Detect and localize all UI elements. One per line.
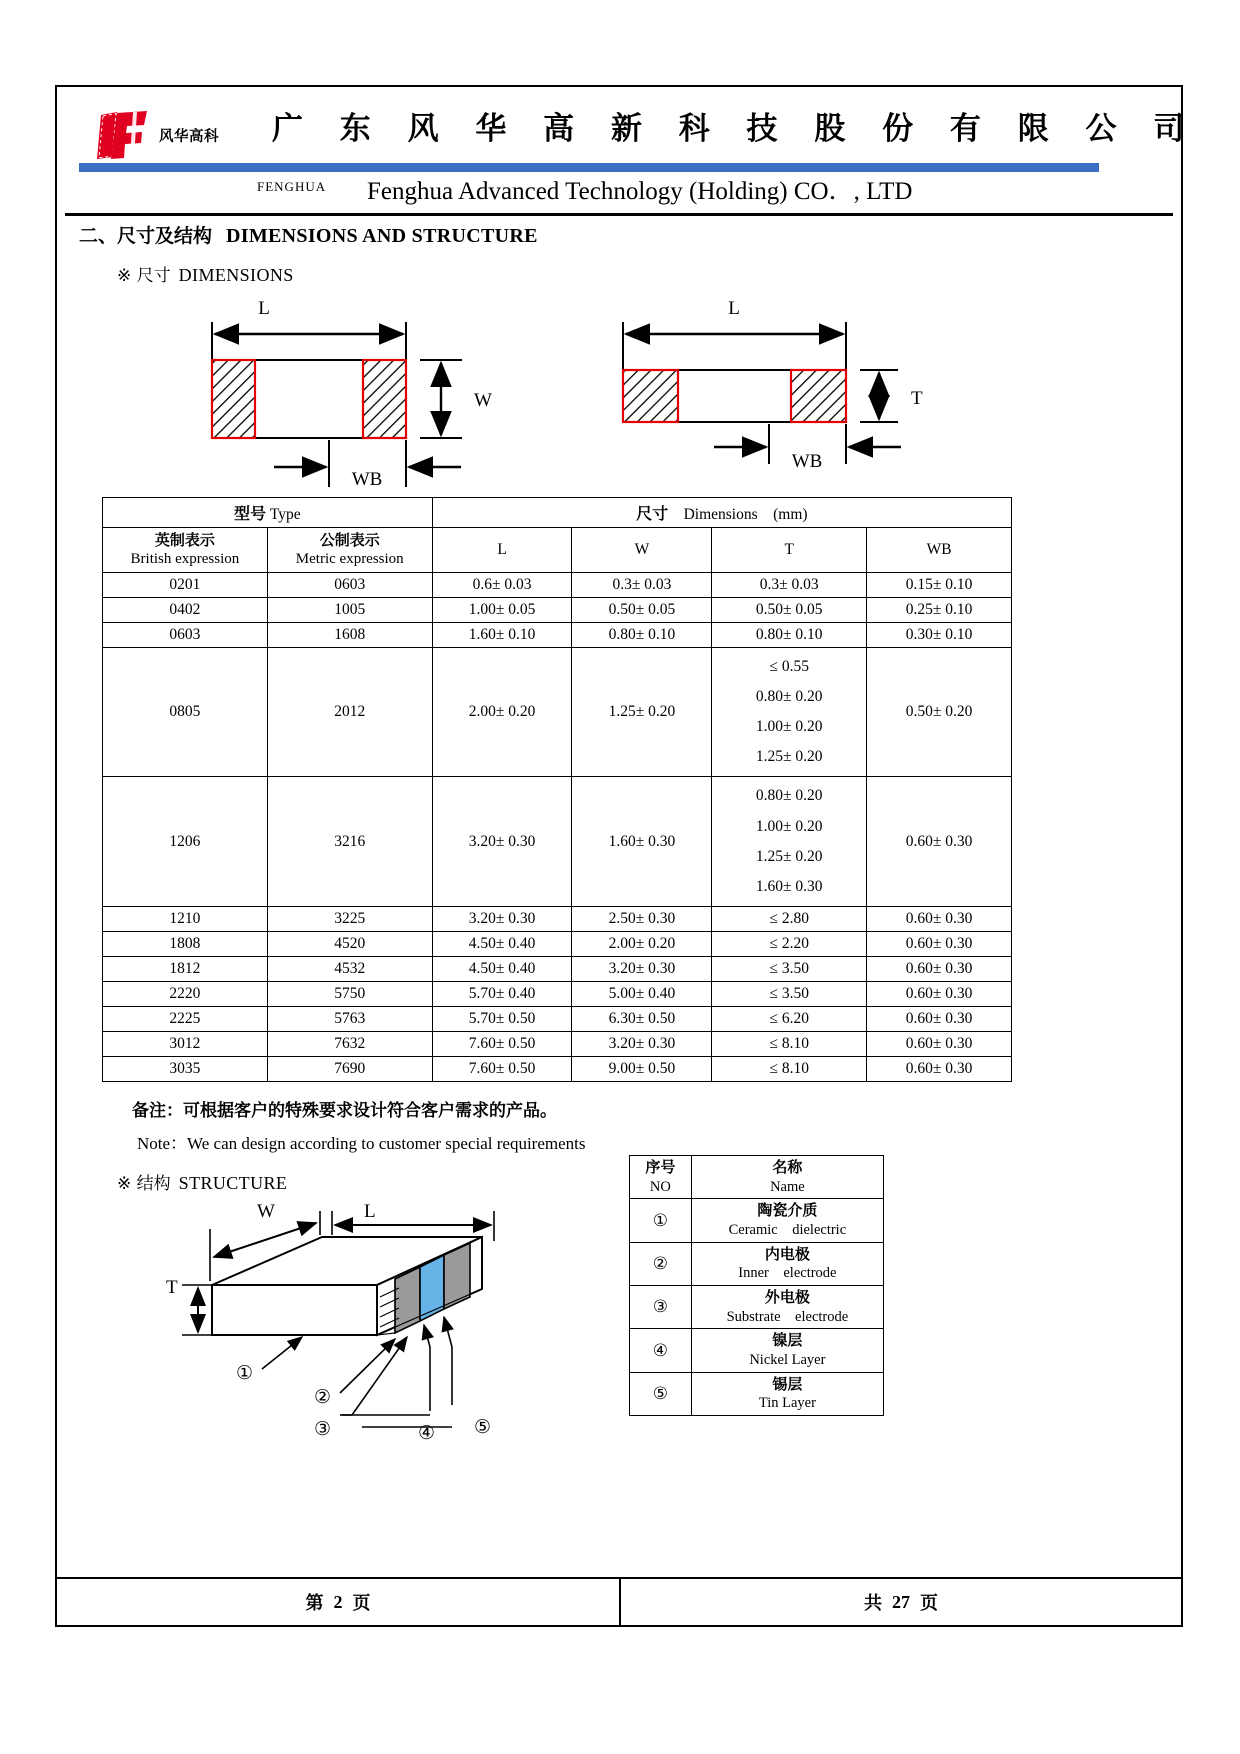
group-header-type-en: Type <box>269 506 301 523</box>
cell-t-value: ≤ 6.20 <box>769 1010 809 1028</box>
structure-legend-table <box>629 1155 884 1416</box>
structure-drawing <box>152 1197 632 1497</box>
column-header-british <box>103 528 268 573</box>
legend-row-name-cn: 内电极 <box>764 1244 810 1263</box>
structure-callout-3: ③ <box>314 1419 332 1440</box>
table-row <box>103 957 1012 982</box>
structure-drawing-svg <box>152 1197 632 1497</box>
top-view-length-label: L <box>258 298 270 319</box>
footer-total-pages <box>619 1579 1181 1625</box>
note-english: Note：We can design according to customer special requirements <box>137 1134 586 1153</box>
cell-british: 0402 <box>103 597 268 622</box>
cell-wb: 0.30± 0.10 <box>867 622 1012 647</box>
cell-british: 0201 <box>103 572 268 597</box>
table-row <box>103 1007 1012 1032</box>
cell-t-value: ≤ 8.10 <box>769 1060 809 1078</box>
cell-t <box>712 777 867 907</box>
cell-l: 1.00± 0.05 <box>432 597 572 622</box>
page-footer <box>57 1577 1181 1625</box>
cell-w: 2.00± 0.20 <box>572 932 712 957</box>
document-page <box>55 85 1198 1627</box>
structure-thickness-label: T <box>166 1277 178 1298</box>
legend-row-number: ② <box>630 1242 692 1285</box>
subsection-structure-cn: 结构 <box>136 1174 171 1194</box>
legend-row-name-cn: 外电极 <box>764 1288 810 1307</box>
cell-w: 1.60± 0.30 <box>572 777 712 907</box>
cell-l: 4.50± 0.40 <box>432 932 572 957</box>
cell-l: 3.20± 0.30 <box>432 777 572 907</box>
legend-row-name <box>691 1242 883 1285</box>
dimensions-table <box>102 497 1012 1082</box>
legend-header-row <box>630 1156 884 1199</box>
cell-metric: 2012 <box>267 647 432 777</box>
cell-british: 3035 <box>103 1057 268 1082</box>
cell-t-value: ≤ 3.50 <box>769 960 809 978</box>
cell-w: 0.80± 0.10 <box>572 622 712 647</box>
dimension-drawing-svg <box>79 292 1159 487</box>
legend-header-name <box>691 1156 883 1199</box>
table-row <box>103 1032 1012 1057</box>
cell-metric: 4532 <box>267 957 432 982</box>
group-header-dimensions <box>432 498 1011 528</box>
legend-row-name-cn: 镍层 <box>772 1331 803 1350</box>
footer-page-value: 2 <box>333 1591 343 1612</box>
top-view-width-label: W <box>474 390 492 411</box>
legend-row-name-en: Substrate electrode <box>726 1308 849 1325</box>
cell-wb: 0.50± 0.20 <box>867 647 1012 777</box>
subsection-structure-title <box>117 1169 287 1194</box>
legend-row <box>630 1372 884 1415</box>
column-header-metric <box>267 528 432 573</box>
cell-l: 5.70± 0.50 <box>432 1007 572 1032</box>
cell-w: 0.3± 0.03 <box>572 572 712 597</box>
footer-page-suffix: 页 <box>352 1593 371 1613</box>
company-name-chinese: 广 东 风 华 高 新 科 技 股 份 有 限 公 司 <box>272 111 1198 147</box>
legend-row-number: ③ <box>630 1286 692 1329</box>
group-header-dim-cn: 尺寸 <box>636 504 669 523</box>
note-chinese: 备注：可根据客户的特殊要求设计符合客户需求的产品。 <box>132 1101 557 1121</box>
cell-w: 6.30± 0.50 <box>572 1007 712 1032</box>
cell-wb: 0.15± 0.10 <box>867 572 1012 597</box>
table-row <box>103 622 1012 647</box>
column-header-l: L <box>432 528 572 573</box>
table-row <box>103 572 1012 597</box>
cell-t <box>712 647 867 777</box>
cell-l: 1.60± 0.10 <box>432 622 572 647</box>
cell-w: 9.00± 0.50 <box>572 1057 712 1082</box>
cell-t <box>712 982 867 1007</box>
column-header-metric-en: Metric expression <box>295 550 404 567</box>
cell-british: 1812 <box>103 957 268 982</box>
cell-wb: 0.60± 0.30 <box>867 982 1012 1007</box>
side-view-band-label: WB <box>791 451 823 472</box>
table-row <box>103 777 1012 907</box>
group-header-dim-unit: (mm) <box>773 506 808 523</box>
legend-header-no-en: NO <box>649 1178 671 1195</box>
table-row <box>103 982 1012 1007</box>
legend-header-name-cn: 名称 <box>772 1158 803 1176</box>
table-column-header-row <box>103 528 1012 573</box>
cell-t <box>712 957 867 982</box>
page-header <box>57 87 1198 212</box>
legend-header-no-cn: 序号 <box>645 1158 676 1176</box>
cell-l: 4.50± 0.40 <box>432 957 572 982</box>
cell-w: 3.20± 0.30 <box>572 957 712 982</box>
side-view-thickness-label: T <box>911 388 923 409</box>
legend-row-name-en: Inner electrode <box>738 1265 837 1282</box>
cell-t-value: 0.80± 0.10 <box>755 625 823 643</box>
side-view-length-label: L <box>728 298 740 319</box>
cell-t-value: 1.00± 0.20 <box>755 717 823 735</box>
footer-total-value: 27 <box>892 1591 910 1612</box>
cell-british: 0603 <box>103 622 268 647</box>
company-logo <box>87 109 252 164</box>
table-row <box>103 932 1012 957</box>
column-header-metric-cn: 公制表示 <box>319 531 380 549</box>
cell-t <box>712 1032 867 1057</box>
legend-row <box>630 1199 884 1242</box>
footer-total-suffix: 页 <box>920 1593 938 1613</box>
cell-t-value: ≤ 2.80 <box>769 910 809 928</box>
footer-page-number <box>57 1579 619 1625</box>
legend-row <box>630 1286 884 1329</box>
legend-row-number: ① <box>630 1199 692 1242</box>
table-row <box>103 597 1012 622</box>
top-view-band-label: WB <box>351 469 383 487</box>
cell-t-value: 0.80± 0.20 <box>755 787 823 805</box>
cell-w: 0.50± 0.05 <box>572 597 712 622</box>
legend-row-number: ⑤ <box>630 1372 692 1415</box>
structure-callout-1: ① <box>236 1363 254 1384</box>
legend-row-name <box>691 1286 883 1329</box>
footer-page-prefix: 第 <box>305 1593 324 1613</box>
header-divider <box>65 213 1173 216</box>
cell-metric: 3216 <box>267 777 432 907</box>
legend-row-name-en: Ceramic dielectric <box>728 1221 847 1238</box>
cell-t <box>712 1057 867 1082</box>
structure-callout-2: ② <box>314 1387 332 1408</box>
cell-t-value: ≤ 2.20 <box>769 935 809 953</box>
cell-t-value: 1.00± 0.20 <box>755 817 823 835</box>
cell-w: 5.00± 0.40 <box>572 982 712 1007</box>
cell-l: 0.6± 0.03 <box>432 572 572 597</box>
cell-metric: 3225 <box>267 907 432 932</box>
cell-british: 2220 <box>103 982 268 1007</box>
cell-british: 0805 <box>103 647 268 777</box>
cell-british: 1210 <box>103 907 268 932</box>
table-row <box>103 647 1012 777</box>
cell-w: 2.50± 0.30 <box>572 907 712 932</box>
table-group-header-row <box>103 498 1012 528</box>
cell-british: 1206 <box>103 777 268 907</box>
cell-t-value: 0.80± 0.20 <box>755 687 823 705</box>
legend-row-name <box>691 1329 883 1372</box>
cell-t <box>712 907 867 932</box>
cell-t-value: ≤ 3.50 <box>769 985 809 1003</box>
legend-header-name-en: Name <box>770 1178 805 1195</box>
legend-row-name <box>691 1372 883 1415</box>
structure-width-label: W <box>257 1201 275 1222</box>
cell-wb: 0.60± 0.30 <box>867 907 1012 932</box>
cell-wb: 0.60± 0.30 <box>867 957 1012 982</box>
cell-metric: 1608 <box>267 622 432 647</box>
cell-t-value: 0.3± 0.03 <box>759 575 819 593</box>
cell-british: 2225 <box>103 1007 268 1032</box>
cell-wb: 0.60± 0.30 <box>867 1007 1012 1032</box>
subsection-dimensions-en: DIMENSIONS <box>178 265 294 285</box>
column-header-british-en: British expression <box>130 550 240 567</box>
dimension-drawings <box>79 292 1159 487</box>
cell-wb: 0.60± 0.30 <box>867 1057 1012 1082</box>
subsection-structure-en: STRUCTURE <box>178 1173 288 1193</box>
table-row <box>103 1057 1012 1082</box>
cell-wb: 0.60± 0.30 <box>867 777 1012 907</box>
footer-total-prefix: 共 <box>864 1593 882 1613</box>
bullet-mark-structure-icon: ※ <box>117 1174 132 1194</box>
cell-t <box>712 622 867 647</box>
cell-british: 1808 <box>103 932 268 957</box>
section-title <box>79 221 538 248</box>
column-header-t: T <box>712 528 867 573</box>
cell-wb: 0.25± 0.10 <box>867 597 1012 622</box>
cell-metric: 0603 <box>267 572 432 597</box>
section-title-cn: 二、尺寸及结构 <box>79 225 213 247</box>
column-header-w: W <box>572 528 712 573</box>
legend-row <box>630 1242 884 1285</box>
cell-w: 1.25± 0.20 <box>572 647 712 777</box>
cell-metric: 4520 <box>267 932 432 957</box>
legend-row-number: ④ <box>630 1329 692 1372</box>
cell-t-value: ≤ 0.55 <box>769 657 809 675</box>
cell-t-value: ≤ 8.10 <box>769 1035 809 1053</box>
legend-row-name-en: Nickel Layer <box>749 1351 826 1368</box>
cell-t <box>712 597 867 622</box>
subsection-dimensions-cn: 尺寸 <box>136 266 171 286</box>
bullet-mark-icon: ※ <box>117 266 132 286</box>
section-title-en: DIMENSIONS AND STRUCTURE <box>226 225 538 247</box>
cell-w: 3.20± 0.30 <box>572 1032 712 1057</box>
fenghua-logo-icon <box>87 109 157 161</box>
legend-row-name-en: Tin Layer <box>758 1395 816 1412</box>
structure-callout-4: ④ <box>418 1423 436 1444</box>
legend-header-no <box>630 1156 692 1199</box>
subsection-dimensions-title <box>117 261 294 286</box>
legend-row-name <box>691 1199 883 1242</box>
cell-l: 7.60± 0.50 <box>432 1032 572 1057</box>
column-header-wb: WB <box>867 528 1012 573</box>
cell-british: 3012 <box>103 1032 268 1057</box>
cell-t-value: 1.25± 0.20 <box>755 847 823 865</box>
cell-metric: 7690 <box>267 1057 432 1082</box>
structure-callout-5: ⑤ <box>474 1417 492 1438</box>
group-header-dim-en: Dimensions <box>683 506 758 523</box>
column-header-british-cn: 英制表示 <box>154 531 215 549</box>
cell-t-value: 0.50± 0.05 <box>755 600 823 618</box>
cell-wb: 0.60± 0.30 <box>867 1032 1012 1057</box>
cell-t <box>712 572 867 597</box>
cell-l: 7.60± 0.50 <box>432 1057 572 1082</box>
legend-row <box>630 1329 884 1372</box>
cell-metric: 5763 <box>267 1007 432 1032</box>
legend-row-name-cn: 锡层 <box>772 1374 803 1393</box>
cell-wb: 0.60± 0.30 <box>867 932 1012 957</box>
logo-chinese-text: 风华高科 <box>159 129 219 145</box>
brand-small-text: FENGHUA <box>257 179 327 194</box>
cell-t <box>712 932 867 957</box>
cell-t <box>712 1007 867 1032</box>
cell-metric: 7632 <box>267 1032 432 1057</box>
cell-l: 2.00± 0.20 <box>432 647 572 777</box>
cell-l: 3.20± 0.30 <box>432 907 572 932</box>
cell-l: 5.70± 0.40 <box>432 982 572 1007</box>
group-header-type-cn: 型号 <box>234 504 267 523</box>
side-view-drawing <box>623 298 923 472</box>
legend-row-name-cn: 陶瓷介质 <box>757 1201 818 1220</box>
table-row <box>103 907 1012 932</box>
cell-metric: 1005 <box>267 597 432 622</box>
cell-t-value: 1.25± 0.20 <box>755 748 823 766</box>
company-name-english: Fenghua Advanced Technology (Holding) CO．, LTD <box>367 178 913 205</box>
group-header-type <box>103 498 433 528</box>
cell-metric: 5750 <box>267 982 432 1007</box>
cell-t-value: 1.60± 0.30 <box>755 878 823 896</box>
structure-length-label: L <box>364 1201 376 1222</box>
top-view-drawing <box>212 298 492 487</box>
